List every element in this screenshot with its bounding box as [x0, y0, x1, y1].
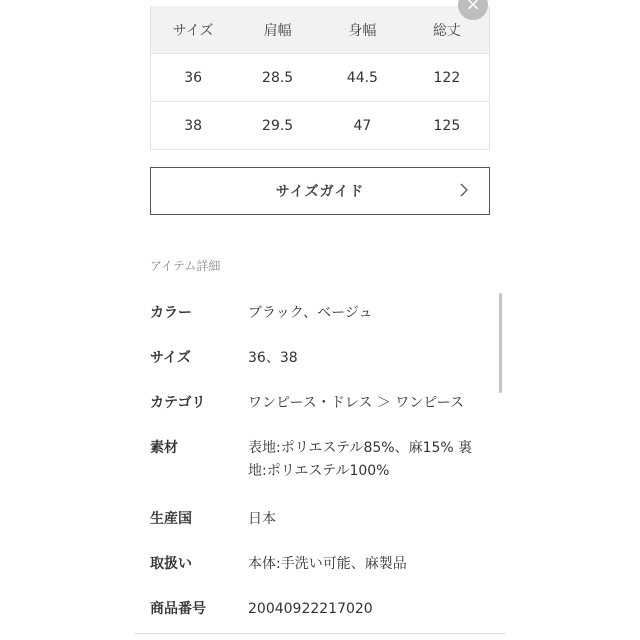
size-table-header-row: [151, 6, 490, 54]
detail-label: 商品番号: [150, 601, 206, 617]
detail-label: サイズ: [150, 350, 191, 366]
divider: [134, 633, 506, 634]
chevron-right-icon: [455, 181, 473, 199]
detail-value: 日本: [248, 511, 276, 527]
size-guide-label: サイズガイド: [275, 184, 365, 200]
detail-value: ワンピース・ドレス ＞ ワンピース: [248, 395, 464, 411]
table-cell: 44.5: [320, 54, 405, 102]
table-cell: 36: [151, 54, 236, 102]
detail-label: 取扱い: [150, 556, 192, 572]
table-cell: 29.5: [235, 102, 320, 150]
detail-value: 表地:ポリエステル85%、麻15% 裏地:ポリエステル100%: [248, 440, 473, 479]
detail-label: 素材: [150, 440, 178, 456]
table-cell: 38: [151, 102, 236, 150]
size-table: [150, 6, 490, 150]
table-cell: 125: [405, 102, 490, 150]
detail-value: 20040922217020: [248, 601, 373, 617]
table-cell: 28.5: [235, 54, 320, 102]
header-length: 総丈: [405, 6, 490, 54]
header-shoulder: 肩幅: [235, 6, 320, 54]
detail-value: 本体:手洗い可能、麻製品: [248, 556, 407, 572]
table-row: [151, 54, 490, 102]
table-cell: 122: [405, 54, 490, 102]
size-guide-button[interactable]: [150, 167, 490, 215]
detail-value: 36、38: [248, 350, 298, 366]
table-row: [151, 102, 490, 150]
item-details-title: アイテム詳細: [150, 259, 221, 273]
detail-label: 生産国: [150, 511, 192, 527]
scrollbar[interactable]: [499, 293, 502, 393]
header-size: サイズ: [151, 6, 236, 54]
close-icon: ×: [465, 0, 481, 15]
header-chest: 身幅: [320, 6, 405, 54]
detail-label: カテゴリ: [150, 395, 206, 411]
table-cell: 47: [320, 102, 405, 150]
detail-value: ブラック、ベージュ: [248, 305, 373, 321]
detail-label: カラー: [150, 305, 192, 321]
